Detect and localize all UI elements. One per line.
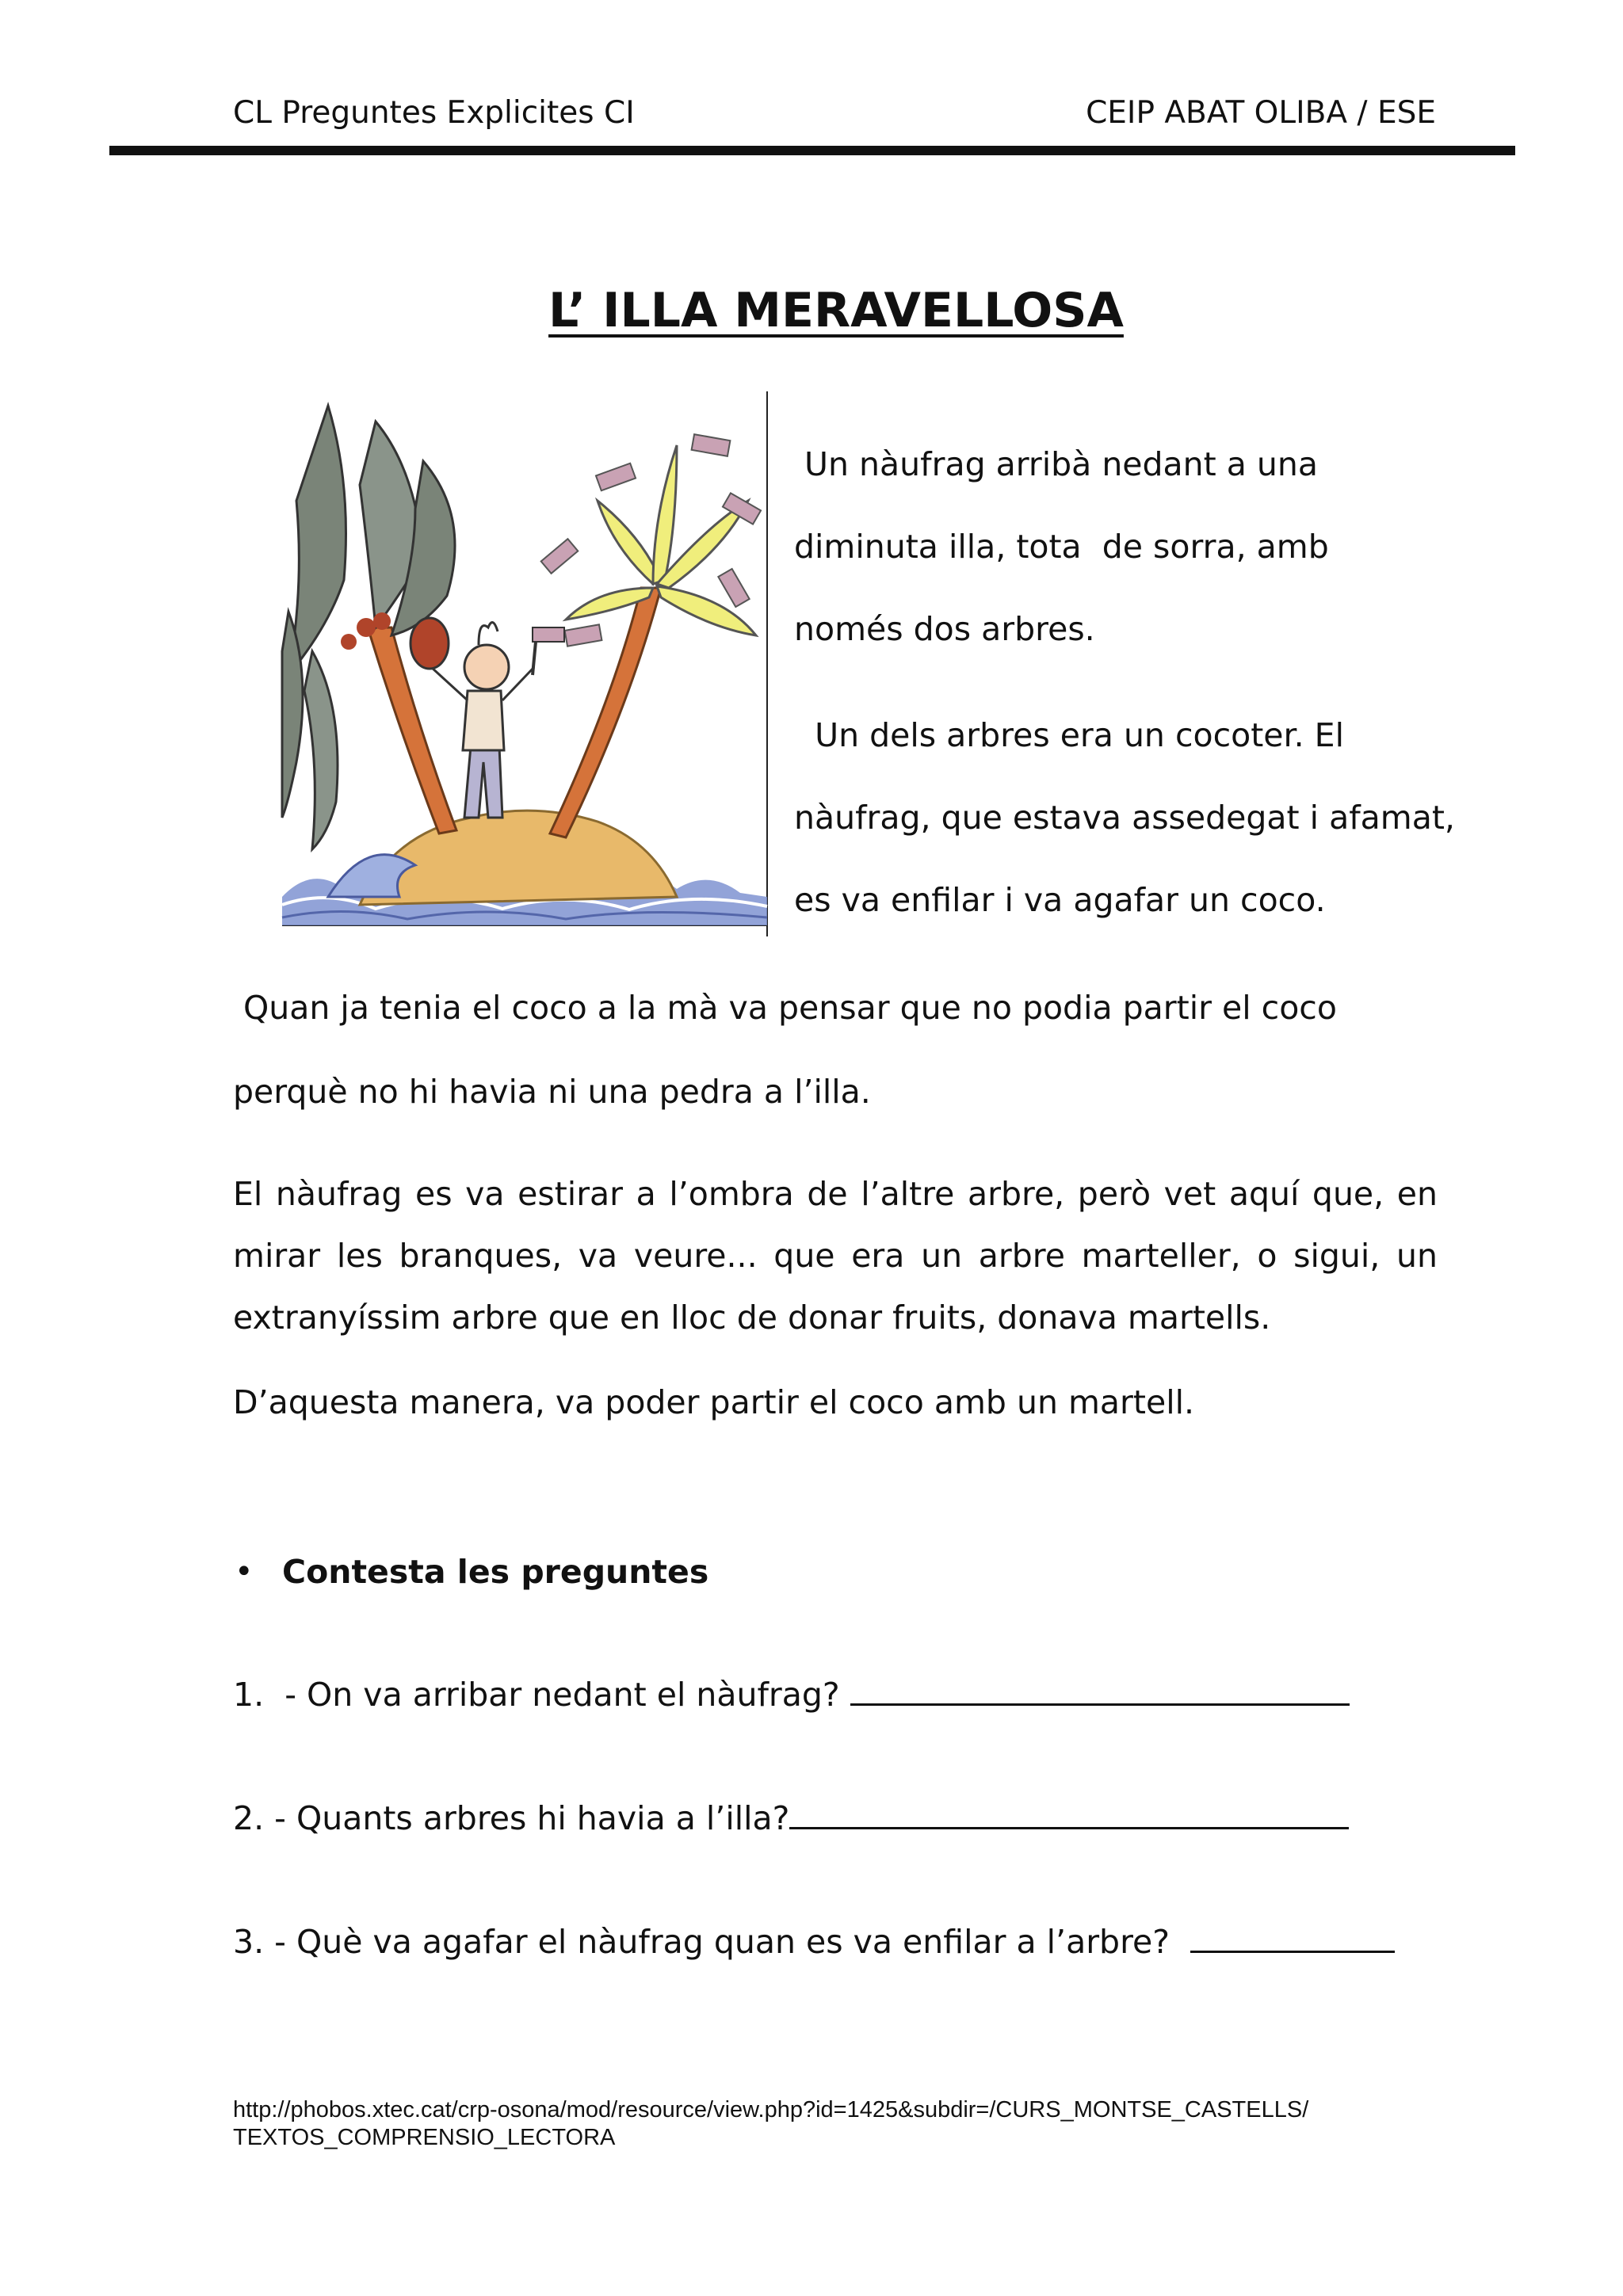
page-title: L’ ILLA MERAVELLOSA xyxy=(548,283,1124,338)
source-url xyxy=(233,2096,1308,2152)
question-text: - Quants arbres hi havia a l’illa? xyxy=(264,1799,790,1837)
text-line: es va enfilar i va agafar un coco. xyxy=(794,881,1326,919)
answer-blank-2[interactable] xyxy=(789,1795,1349,1829)
text-line: Un nàufrag arribà nedant a una xyxy=(794,445,1319,483)
question-text: - Què va agafar el nàufrag quan es va enfilar a l’arbre? xyxy=(264,1923,1191,1961)
questions-heading: Contesta les preguntes xyxy=(282,1553,709,1591)
header-rule xyxy=(109,146,1515,155)
bullet-icon: • xyxy=(235,1554,254,1590)
text-line: perquè no hi havia ni una pedra a l’illa. xyxy=(233,1073,871,1111)
text-line: mirar les branques, va veure... que era un arbre marteller, o sigui, un xyxy=(233,1237,1438,1275)
question-number: 3. xyxy=(233,1923,265,1961)
text-line: El nàufrag es va estirar a l’ombra de l’altre arbre, però vet aquí que, en xyxy=(233,1175,1438,1213)
source-url-line-1: http://phobos.xtec.cat/crp-osona/mod/resource/view.php?id=1425&subdir=/CURS_MONTSE_CASTELLS/ xyxy=(233,2097,1309,2122)
answer-blank-3[interactable] xyxy=(1190,1919,1395,1953)
text-line: Quan ja tenia el coco a la mà va pensar que no podia partir el coco xyxy=(233,989,1337,1027)
question-3 xyxy=(233,1919,1395,1964)
answer-blank-1[interactable] xyxy=(850,1672,1350,1706)
question-2 xyxy=(233,1795,1349,1840)
source-url-line-2: TEXTOS_COMPRENSIO_LECTORA xyxy=(233,2125,616,2150)
header-right: CEIP ABAT OLIBA / ESE xyxy=(1086,95,1436,131)
text-line: només dos arbres. xyxy=(794,610,1095,648)
story-paragraph-4 xyxy=(233,1163,1438,1348)
question-number: 1. xyxy=(233,1676,265,1714)
text-line: nàufrag, que estava assedegat i afamat, xyxy=(794,799,1455,837)
text-line: diminuta illa, tota de sorra, amb xyxy=(794,528,1329,566)
island-castaway-illustration xyxy=(281,390,769,944)
question-number: 2. xyxy=(233,1799,265,1837)
text-line: Un dels arbres era un cocoter. El xyxy=(794,716,1344,754)
header-left: CL Preguntes Explicites CI xyxy=(233,95,635,131)
question-text: - On va arribar nedant el nàufrag? xyxy=(264,1676,850,1714)
text-line: extranyíssim arbre que en lloc de donar fruits, donava martells. xyxy=(233,1299,1271,1337)
story-paragraph-5: D’aquesta manera, va poder partir el coco amb un martell. xyxy=(233,1383,1195,1421)
question-1 xyxy=(233,1672,1350,1717)
